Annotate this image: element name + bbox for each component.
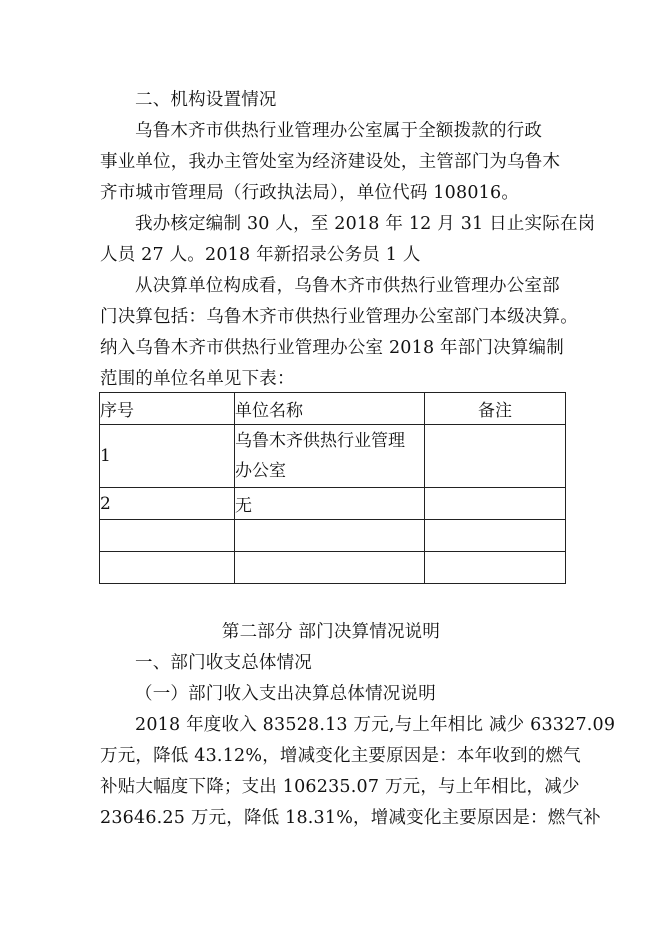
table-header-row — [100, 393, 566, 425]
staff-paragraph-line: 我办核定编制 30 人，至 2018 年 12 月 31 日止实际在岗 — [135, 214, 596, 234]
cell-unit-name: 无 — [235, 488, 425, 520]
table-row — [100, 488, 566, 520]
cell-note — [425, 520, 566, 552]
table-row — [100, 425, 566, 488]
part-two-title: 第二部分 部门决算情况说明 — [221, 622, 441, 642]
cell-seq: 1 — [100, 425, 235, 488]
cell-unit-name-line: 办公室 — [235, 461, 286, 481]
header-note: 备注 — [425, 393, 566, 425]
scope-paragraph-line: 门决算包括：乌鲁木齐市供热行业管理办公室部门本级决算。 — [100, 307, 578, 327]
org-paragraph-line: 乌鲁木齐市供热行业管理办公室属于全额拨款的行政 — [135, 121, 543, 141]
table-row — [100, 552, 566, 584]
section-one-title: 一、部门收支总体情况 — [135, 653, 312, 673]
header-unit-name: 单位名称 — [235, 393, 425, 425]
cell-seq: 2 — [100, 488, 235, 520]
cell-note — [425, 425, 566, 488]
cell-note — [425, 488, 566, 520]
cell-seq — [100, 552, 235, 584]
cell-note — [425, 552, 566, 584]
scope-paragraph-line: 纳入乌鲁木齐市供热行业管理办公室 2018 年部门决算编制 — [100, 338, 564, 358]
finance-paragraph-line: 补贴大幅度下降；支出 106235.07 万元，与上年相比，减少 — [100, 777, 580, 797]
cell-unit-name — [235, 520, 425, 552]
cell-unit-name-line: 乌鲁木齐供热行业管理 — [235, 431, 405, 451]
finance-paragraph-line: 2018 年度收入 83528.13 万元,与上年相比 减少 63327.09 — [135, 715, 616, 735]
scope-paragraph-line: 从决算单位构成看，乌鲁木齐市供热行业管理办公室部 — [135, 276, 560, 296]
scope-paragraph-line: 范围的单位名单见下表： — [100, 369, 295, 389]
staff-paragraph-line: 人员 27 人。2018 年新招录公务员 1 人 — [100, 245, 421, 265]
cell-seq — [100, 520, 235, 552]
section-two-title: 二、机构设置情况 — [135, 90, 277, 110]
cell-unit-name — [235, 552, 425, 584]
table-row — [100, 520, 566, 552]
cell-unit-name — [235, 425, 425, 488]
org-paragraph-line: 齐市城市管理局（行政执法局），单位代码 108016。 — [100, 183, 520, 203]
unit-table — [99, 392, 566, 584]
subsection-one-title: （一）部门收入支出决算总体情况说明 — [135, 684, 436, 704]
org-paragraph-line: 事业单位，我办主管处室为经济建设处，主管部门为乌鲁木 — [100, 152, 561, 172]
finance-paragraph-line: 万元，降低 43.12%，增减变化主要原因是：本年收到的燃气 — [100, 746, 581, 766]
finance-paragraph-line: 23646.25 万元，降低 18.31%，增减变化主要原因是：燃气补 — [100, 808, 601, 828]
header-seq: 序号 — [100, 393, 235, 425]
